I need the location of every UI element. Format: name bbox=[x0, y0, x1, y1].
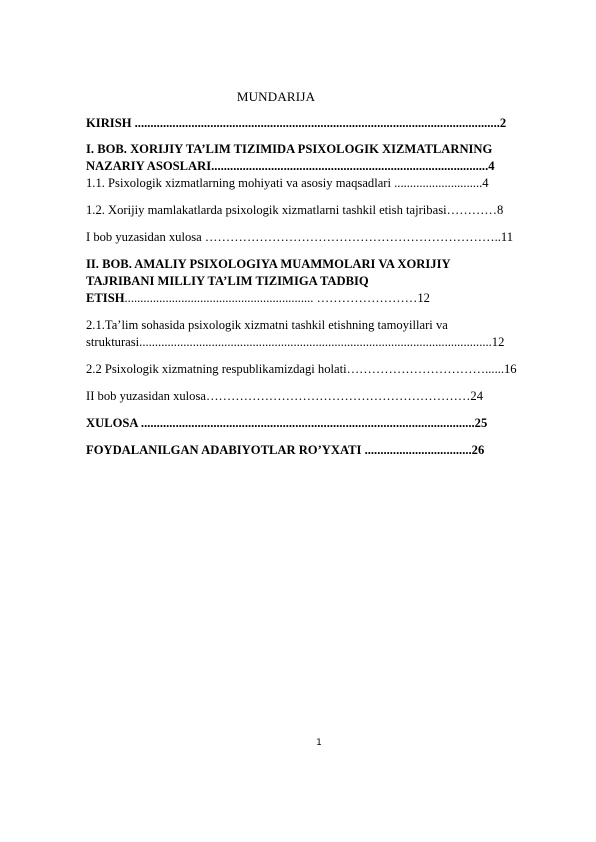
toc-entry-adabiyotlar: FOYDALANILGAN ADABIYOTLAR RO’YXATI ..................................26 bbox=[86, 443, 485, 457]
page-number: 1 bbox=[316, 738, 322, 748]
toc-entry-bob2-xulosa: II bob yuzasidan xulosa………………………………………………………24 bbox=[86, 389, 484, 403]
toc-entry-bob2-leader: ............................................................ ……………………12 bbox=[124, 291, 430, 305]
toc-entry-bob1-line1: I. BOB. XORIJIY TA’LIM TIZIMIDA PSIXOLOGIK XIZMATLARNING bbox=[86, 142, 493, 156]
toc-entry-bob1-line2: NAZARIY ASOSLARI........................................................................................4 bbox=[86, 159, 495, 173]
toc-entry-bob2-line3 bbox=[86, 290, 556, 307]
toc-entry-bob2-line2: TAJRIBANI MILLIY TA’LIM TIZIMIGA TADBIQ bbox=[86, 274, 369, 288]
toc-entry-kirish: KIRISH ....................................................................................................................2 bbox=[86, 116, 507, 130]
toc-entry-bob1-xulosa: I bob yuzasidan xulosa ……………………………………………………………..11 bbox=[86, 230, 513, 244]
toc-entry-xulosa: XULOSA ..........................................................................................................25 bbox=[86, 416, 488, 430]
toc-entry-2-1-line2: strukturasi................................................................................................................12 bbox=[86, 335, 505, 349]
toc-entry-1-2: 1.2. Xorijiy mamlakatlarda psixologik xizmatlarni tashkil etish tajribasi…………8 bbox=[86, 203, 504, 217]
toc-entry-bob2-etish: ETISH bbox=[86, 291, 125, 305]
toc-entry-bob2-line1: II. BOB. AMALIY PSIXOLOGIYA MUAMMOLARI VA XORIJIY bbox=[86, 257, 451, 271]
toc-entry-2-1-line1: 2.1.Ta’lim sohasida psixologik xizmatni tashkil etishning tamoyillari va bbox=[86, 318, 448, 332]
toc-entry-1-1: 1.1. Psixologik xizmatlarning mohiyati va asosiy maqsadlari ............................4 bbox=[86, 176, 489, 190]
toc-entry-2-2: 2.2 Psixologik xizmatning respublikamizdagi holati……………………………......16 bbox=[86, 362, 517, 376]
toc-title: MUNDARIJA bbox=[236, 89, 316, 104]
